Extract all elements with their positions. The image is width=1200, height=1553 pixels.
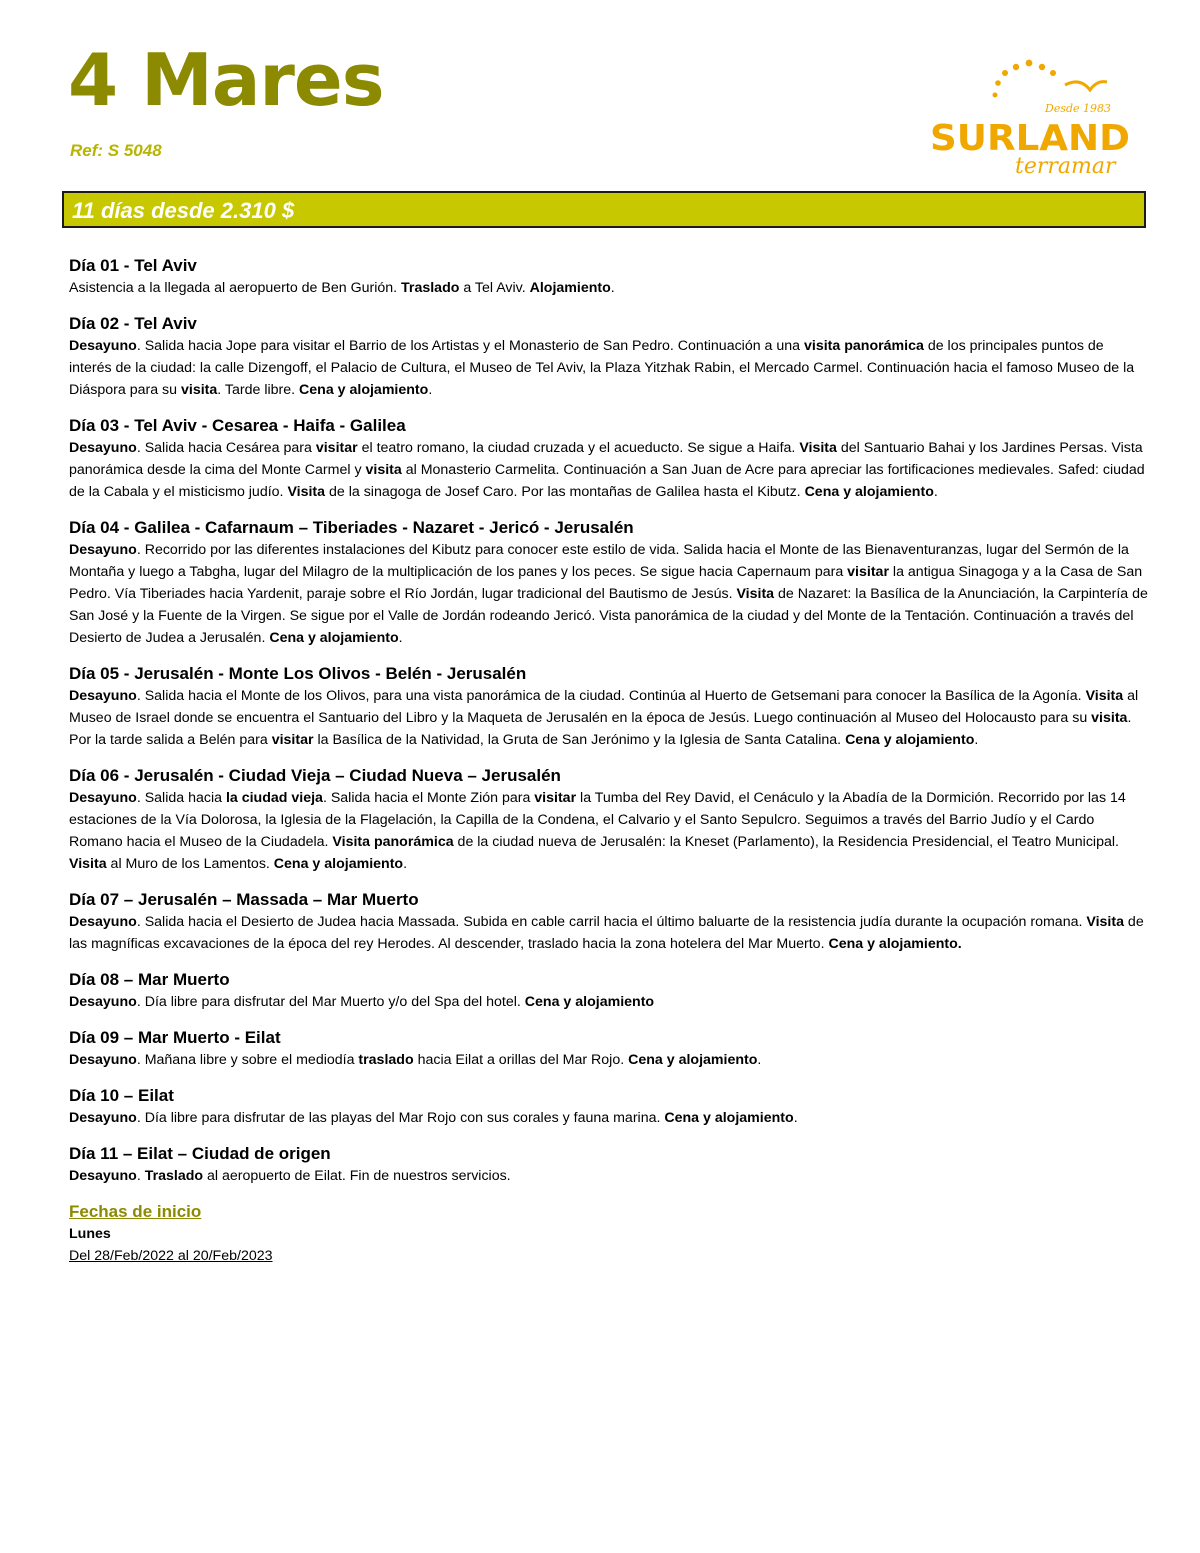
day-item — [69, 969, 1149, 1013]
day-title: Día 01 - Tel Aviv — [69, 256, 197, 275]
day-description: Desayuno. Recorrido por las diferentes instalaciones del Kibutz para conocer este estilo de vida. Salida hacia el Monte de las Bienaventuranzas, lugar del Sermón de la Montaña y luego a Tabgha, lugar del Milagro de la multiplicación de los panes y los peces. Se sigue hacia Capernaum para visitar la antigua Sinagoga y a la Casa de San Pedro. Vía Tiberiades hacia Yardenit, paraje sobre el Río Jordán, lugar tradicional del Bautismo de Jesús. Visita de Nazaret: la Basílica de la Anunciación, la Carpintería de San José y la Fuente de la Virgen. Se sigue por el Valle de Jordán rodeando Jericó. Vista panorámica de la ciudad y del Monte de la Tentación. Continuación a través del Desierto de Judea a Jerusalén. Cena y alojamiento. — [69, 542, 1148, 646]
day-description: Desayuno. Salida hacia Cesárea para visitar el teatro romano, la ciudad cruzada y el acueducto. Se sigue a Haifa. Visita del Santuario Bahai y los Jardines Persas. Vista panorámica desde la cima del Monte Carmel y visita al Monasterio Carmelita. Continuación a San Juan de Acre para apreciar las fortificaciones medievales. Safed: ciudad de la Cabala y el misticismo judío. Visita de la sinagoga de Josef Caro. Por las montañas de Galilea hasta el Kibutz. Cena y alojamiento. — [69, 440, 1145, 500]
day-title: Día 10 – Eilat — [69, 1086, 174, 1105]
day-item — [69, 1027, 1149, 1071]
day-description: Desayuno. Mañana libre y sobre el mediodía traslado hacia Eilat a orillas del Mar Rojo. Cena y alojamiento. — [69, 1052, 762, 1068]
day-title: Día 07 – Jerusalén – Massada – Mar Muerto — [69, 890, 419, 909]
day-title: Día 03 - Tel Aviv - Cesarea - Haifa - Galilea — [69, 416, 406, 435]
svg-text:terramar: terramar — [1015, 154, 1116, 179]
day-title: Día 02 - Tel Aviv — [69, 314, 197, 333]
day-description: Desayuno. Día libre para disfrutar del Mar Muerto y/o del Spa del hotel. Cena y alojamiento — [69, 994, 655, 1010]
day-item — [69, 1085, 1149, 1129]
day-title: Día 09 – Mar Muerto - Eilat — [69, 1028, 281, 1047]
day-description: Desayuno. Día libre para disfrutar de las playas del Mar Rojo con sus corales y fauna marina. Cena y alojamiento. — [69, 1110, 798, 1126]
reference-code: Ref: S 5048 — [70, 141, 162, 160]
fechas-heading: Fechas de inicio — [69, 1202, 202, 1221]
surland-logo — [925, 55, 1140, 195]
svg-text:Desde 1983: Desde 1983 — [1045, 102, 1112, 115]
day-item — [69, 255, 1149, 299]
duration-price-banner — [62, 191, 1146, 228]
day-title: Día 08 – Mar Muerto — [69, 970, 230, 989]
day-description: Desayuno. Salida hacia el Monte de los Olivos, para una vista panorámica de la ciudad. Continúa al Huerto de Getsemani para conocer la Basílica de la Agonía. Visita al Museo de Israel donde se encuentra el Santuario del Libro y la Maqueta de Jerusalén en la época de Jesús. Luego continuación al Museo del Holocausto para su visita. Por la tarde salida a Belén para visitar la Basílica de la Natividad, la Gruta de San Jerónimo y la Iglesia de Santa Catalina. Cena y alojamiento. — [69, 688, 1139, 748]
day-description: Desayuno. Salida hacia Jope para visitar el Barrio de los Artistas y el Monasterio de San Pedro. Continuación a una visita panorámica de los principales puntos de interés de la ciudad: la calle Dizengoff, el Palacio de Cultura, el Museo de Tel Aviv, la Plaza Yitzhak Rabin, el Mercado Carmel. Continuación hacia el famoso Museo de la Diáspora para su visita. Tarde libre. Cena y alojamiento. — [69, 338, 1135, 398]
day-title: Día 11 – Eilat – Ciudad de origen — [69, 1144, 331, 1163]
day-description: Desayuno. Salida hacia la ciudad vieja. Salida hacia el Monte Zión para visitar la Tumba del Rey David, el Cenáculo y la Abadía de la Dormición. Recorrido por las 14 estaciones de la Vía Dolorosa, la Iglesia de la Flagelación, la Capilla de la Condena, el Calvario y el Santo Sepulcro. Seguimos a través del Barrio Judío y el Cardo Romano hacia el Museo de la Ciudadela. Visita panorámica de la ciudad nueva de Jerusalén: la Kneset (Parlamento), la Residencia Presidencial, el Teatro Municipal. Visita al Muro de los Lamentos. Cena y alojamiento. — [69, 790, 1126, 872]
svg-text:SURLAND: SURLAND — [930, 118, 1130, 159]
day-item — [69, 1143, 1149, 1187]
day-description: Asistencia a la llegada al aeropuerto de Ben Gurión. Traslado a Tel Aviv. Alojamiento. — [69, 280, 615, 296]
page-title: 4 Mares — [68, 38, 384, 122]
itinerary — [69, 255, 1149, 1267]
day-item — [69, 517, 1149, 649]
day-description: Desayuno. Traslado al aeropuerto de Eilat. Fin de nuestros servicios. — [69, 1168, 511, 1184]
day-item — [69, 663, 1149, 751]
day-description: Desayuno. Salida hacia el Desierto de Judea hacia Massada. Subida en cable carril hacia el último baluarte de la resistencia judía durante la ocupación romana. Visita de las magníficas excavaciones de la época del rey Herodes. Al descender, traslado hacia la zona hotelera del Mar Muerto. Cena y alojamiento. — [69, 914, 1144, 952]
day-list — [69, 255, 1149, 1187]
day-item — [69, 889, 1149, 955]
fechas-range: Del 28/Feb/2022 al 20/Feb/2023 — [69, 1248, 273, 1264]
day-title: Día 05 - Jerusalén - Monte Los Olivos - Belén - Jerusalén — [69, 664, 527, 683]
day-item — [69, 313, 1149, 401]
day-title: Día 04 - Galilea - Cafarnaum – Tiberiades - Nazaret - Jericó - Jerusalén — [69, 518, 634, 537]
day-item — [69, 765, 1149, 875]
banner-text: 11 días desde 2.310 $ — [72, 198, 295, 223]
day-title: Día 06 - Jerusalén - Ciudad Vieja – Ciudad Nueva – Jerusalén — [69, 766, 561, 785]
fechas-weekday: Lunes — [69, 1226, 111, 1242]
day-item — [69, 415, 1149, 503]
